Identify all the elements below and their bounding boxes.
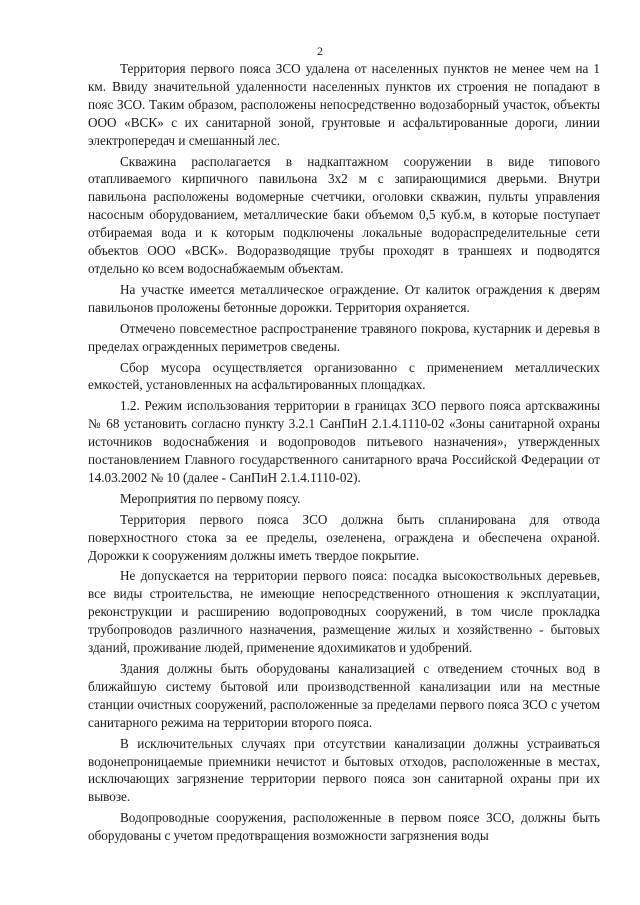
paragraph-water-facilities: Водопроводные сооружения, расположенные в первом поясе ЗСО, должны быть оборудованы с учетом предотвращения возможности загрязнения воды [88,810,600,844]
paragraph-zone-distance: Территория первого пояса ЗСО удалена от населенных пунктов не менее чем на 1 км. Ввиду значительной удаленности населенных пунктов их строения не попадают в пояс ЗСО. Таким образом, расположены непосредственно водозаборный участок, объекты ООО «ВСК» с их санитарной зоной, грунтовые и асфальтированные дороги, линии электропередач и смешанный лес. [88,61,600,148]
paragraph-measures-heading: Мероприятия по первому поясу. [120,490,301,506]
paragraph-usage-regime: 1.2. Режим использования территории в границах ЗСО первого пояса артскважины № 68 установить согласно пункту 3.2.1 СанПиН 2.1.4.1110-02 «Зоны санитарной охраны источников водоснабжения и водопроводов питьевого назначения», утвержденных постановлением Главного государственного санитарного врача Российской Федерации от 14.03.2002 № 10 (далее - СанПиН 2.1.4.1110-02). [88,398,600,485]
document-body [88,60,600,845]
paragraph-prohibitions: Не допускается на территории первого пояса: посадка высокоствольных деревьев, все виды строительства, не имеющие непосредственного отношения к эксплуатации, реконструкции и расширению водопроводных сооружений, в том числе прокладка трубопроводов различного назначения, размещение жилых и хозяйственно - бытовых зданий, проживание людей, применение ядохимикатов и удобрений. [88,568,600,656]
paragraph-well-pavilion: Скважина располагается в надкаптажном сооружении в виде типового отапливаемого кирпичного павильона 3х2 м с запирающимися дверьми. Внутри павильона расположены водомерные счетчики, оголовки скважин, пульты управления насосным оборудованием, металлические баки объемом 0,5 куб.м, в которые поступает отбираемая вода и к которым подключены локальные водораспределительные сети объектов ООО «ВСК». Водоразводящие трубы проходят в траншеях и подводятся отдельно ко всем водоснабжаемым объектам. [88,153,600,276]
paragraph-territory-planning: Территория первого пояса ЗСО должна быть спланирована для отвода поверхностного стока за ее пределы, озеленена, ограждена и обеспечена охраной. Дорожки к сооружениям должны иметь твердое покрытие. [88,511,600,563]
paragraph-fencing: На участке имеется металлическое ограждение. От калиток ограждения к дверям павильонов проложены бетонные дорожки. Территория охраняется. [88,281,600,315]
page-number: 2 [317,44,323,58]
paragraph-waste-collection: Сбор мусора осуществляется организованно с применением металлических емкостей, установленных на асфальтированных площадках. [88,359,600,393]
paragraph-exceptional-cases: В исключительных случаях при отсутствии канализации должны устраиваться водонепроницаемые приемники нечистот и бытовых отходов, расположенные в местах, исключающих загрязнение территории первого пояса зон санитарной охраны при их вывозе. [88,735,600,805]
paragraph-vegetation: Отмечено повсеместное распространение травяного покрова, кустарник и деревья в пределах огражденных периметров сведены. [88,320,600,354]
paragraph-sewerage: Здания должны быть оборудованы канализацией с отведением сточных вод в ближайшую систему бытовой или производственной канализации или на местные станции очистных сооружений, расположенные за пределами первого пояса ЗСО с учетом санитарного режима на территории второго пояса. [88,661,600,730]
